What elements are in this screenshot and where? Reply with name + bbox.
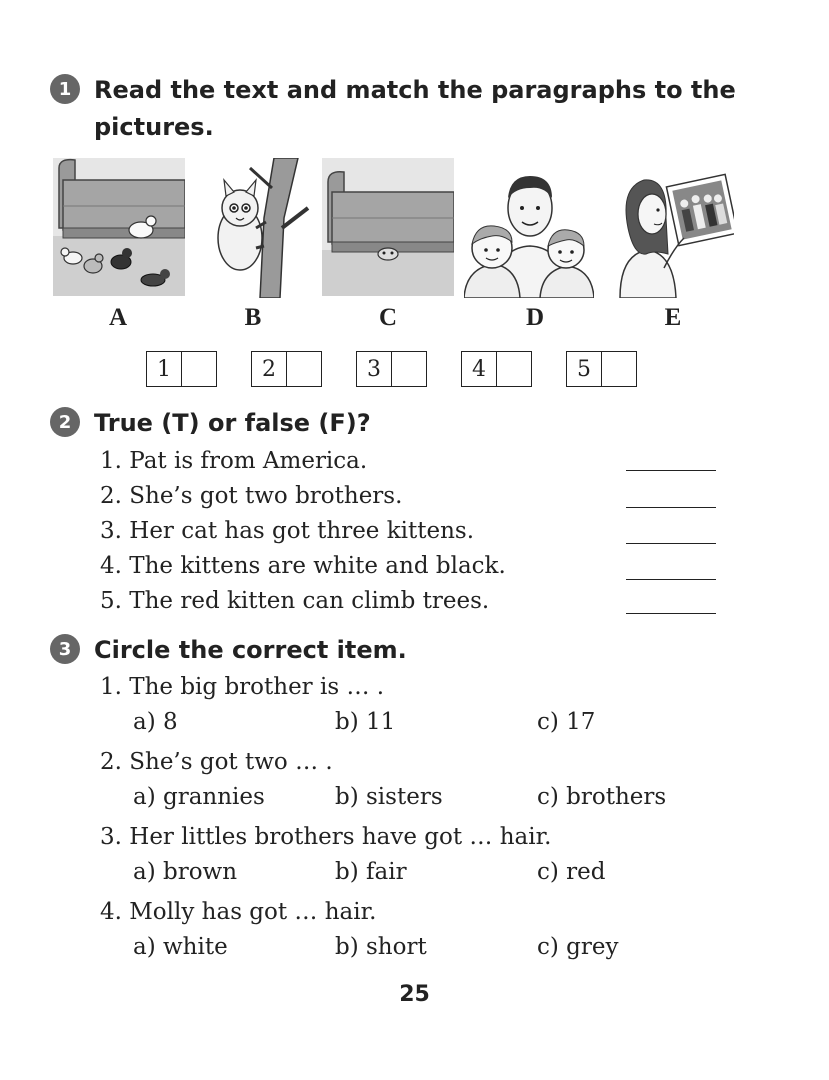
tf-answer-line[interactable]	[626, 579, 716, 580]
exercise-1-heading	[50, 72, 736, 146]
cat-and-kittens-by-sofa-illustration	[53, 158, 185, 296]
answer-box-number: 5	[577, 356, 591, 382]
answer-box-number: 4	[472, 356, 486, 382]
tf-answer-line[interactable]	[626, 470, 716, 471]
exercise-3-number: 3	[50, 634, 80, 664]
exercise-2-title: True (T) or false (F)?	[94, 409, 371, 437]
exercise-2-heading	[50, 405, 371, 442]
tf-statement: 2. She’s got two brothers.	[100, 483, 403, 509]
exercise-1-title: Read the text and match the paragraphs to the pictures.	[94, 76, 736, 141]
tf-statement: 3. Her cat has got three kittens.	[100, 518, 475, 544]
question: 3. Her littles brothers have got … hair.	[100, 824, 552, 850]
picture-letter-b: B	[244, 304, 262, 331]
option-b[interactable]: b) short	[335, 934, 427, 960]
picture-letter-e: E	[664, 304, 682, 331]
tf-statement: 1. Pat is from America.	[100, 448, 368, 474]
exercise-3-title: Circle the correct item.	[94, 636, 407, 664]
tf-answer-line[interactable]	[626, 613, 716, 614]
exercise-2-number: 2	[50, 407, 80, 437]
tf-statement: 4. The kittens are white and black.	[100, 553, 506, 579]
option-b[interactable]: b) 11	[335, 709, 396, 735]
answer-box-number: 3	[367, 356, 381, 382]
page-number: 25	[399, 982, 430, 1007]
picture-letter-c: C	[378, 304, 398, 331]
option-c[interactable]: c) grey	[537, 934, 619, 960]
kitten-climbing-tree-illustration	[200, 158, 310, 298]
answer-box-blank[interactable]	[181, 352, 216, 386]
answer-box-4[interactable]	[461, 351, 532, 387]
answer-box-number: 1	[157, 356, 171, 382]
option-a[interactable]: a) white	[133, 934, 228, 960]
option-a[interactable]: a) grannies	[133, 784, 265, 810]
exercise-3-heading	[50, 632, 407, 669]
option-c[interactable]: c) red	[537, 859, 606, 885]
father-and-two-boys-illustration	[464, 158, 594, 298]
exercise-1-number: 1	[50, 74, 80, 104]
option-a[interactable]: a) 8	[133, 709, 178, 735]
question: 4. Molly has got … hair.	[100, 899, 377, 925]
answer-box-3[interactable]	[356, 351, 427, 387]
option-b[interactable]: b) sisters	[335, 784, 443, 810]
picture-letter-a: A	[108, 304, 128, 331]
girl-holding-family-photo-illustration	[614, 158, 734, 298]
option-a[interactable]: a) brown	[133, 859, 238, 885]
kitten-under-sofa-illustration	[322, 158, 454, 296]
tf-answer-line[interactable]	[626, 543, 716, 544]
answer-box-2[interactable]	[251, 351, 322, 387]
tf-answer-line[interactable]	[626, 507, 716, 508]
answer-box-blank[interactable]	[601, 352, 636, 386]
answer-box-blank[interactable]	[496, 352, 531, 386]
tf-statement: 5. The red kitten can climb trees.	[100, 588, 490, 614]
question: 1. The big brother is … .	[100, 674, 385, 700]
option-c[interactable]: c) 17	[537, 709, 596, 735]
option-c[interactable]: c) brothers	[537, 784, 667, 810]
picture-letter-d: D	[525, 304, 545, 331]
answer-box-1[interactable]	[146, 351, 217, 387]
question: 2. She’s got two … .	[100, 749, 333, 775]
answer-box-5[interactable]	[566, 351, 637, 387]
answer-box-number: 2	[262, 356, 276, 382]
answer-box-blank[interactable]	[286, 352, 321, 386]
option-b[interactable]: b) fair	[335, 859, 407, 885]
answer-box-blank[interactable]	[391, 352, 426, 386]
